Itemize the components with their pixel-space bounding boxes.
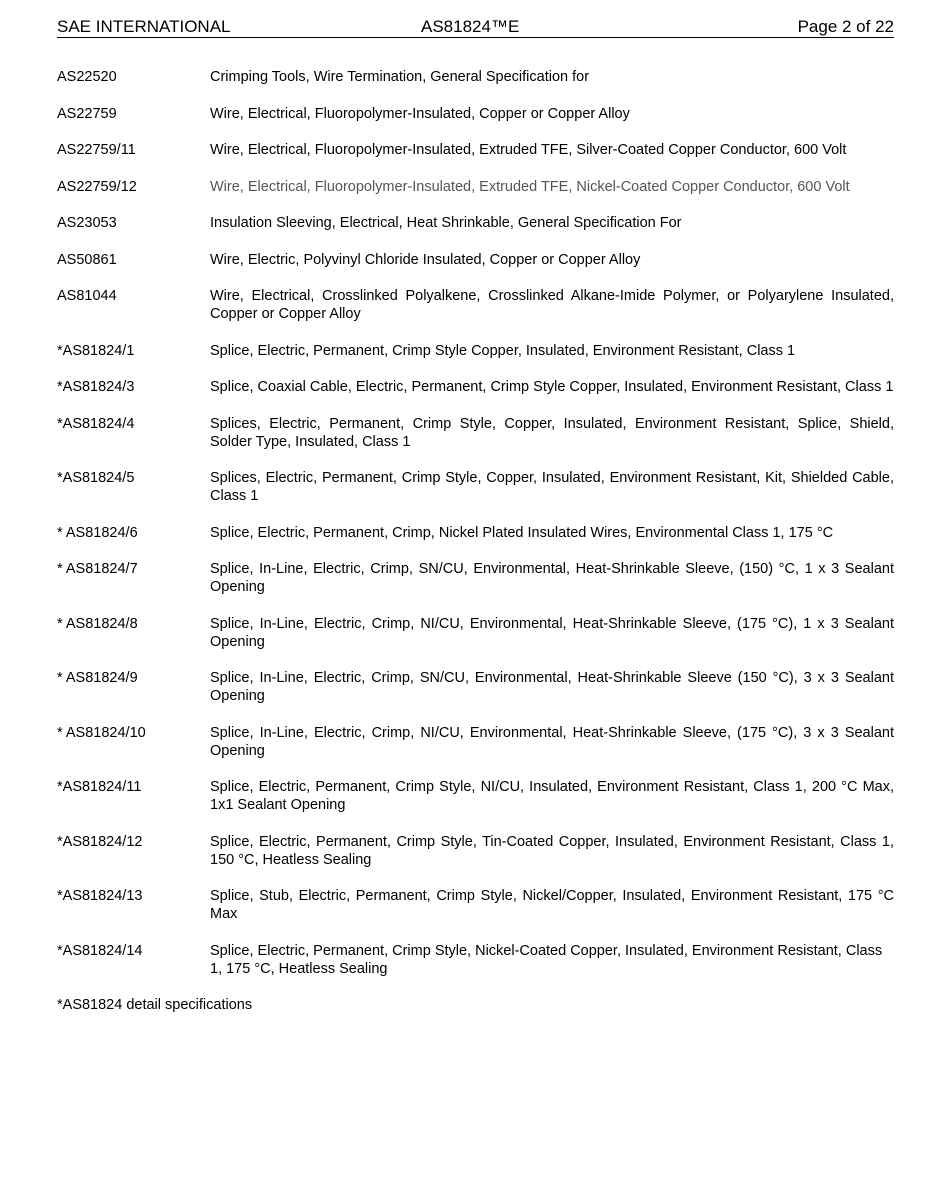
reference-description: Wire, Electrical, Fluoropolymer-Insulated, Extruded TFE, Nickel-Coated Copper Conductor, 600 Volt — [210, 178, 850, 195]
reference-description: Splice, Electric, Permanent, Crimp Style, Nickel-Coated Copper, Insulated, Environment Resistant, Class 1, 175 °C, Heatless Sealing — [210, 942, 883, 977]
reference-item — [57, 251, 894, 269]
reference-item — [57, 778, 894, 814]
reference-id: *AS81824/11 — [57, 779, 142, 795]
reference-id: AS22759/12 — [57, 178, 137, 195]
reference-description: Splice, Stub, Electric, Permanent, Crimp Style, Nickel/Copper, Insulated, Environment Resistant, 175 °C Max — [210, 888, 894, 922]
reference-id: *AS81824/13 — [57, 888, 143, 904]
reference-item — [57, 833, 894, 869]
reference-description: Splice, Electric, Permanent, Crimp, Nickel Plated Insulated Wires, Environmental Class 1, 175 °C — [210, 524, 834, 541]
reference-description: Splice, In-Line, Electric, Crimp, SN/CU, Environmental, Heat-Shrinkable Sleeve (150 °C), 3 x 3 Sealant Opening — [210, 670, 894, 704]
reference-id: * AS81824/6 — [57, 524, 138, 541]
reference-id: *AS81824/5 — [57, 470, 135, 486]
reference-id: *AS81824/12 — [57, 833, 143, 850]
reference-description: Splice, Electric, Permanent, Crimp Style, Tin-Coated Copper, Insulated, Environment Resistant, Class 1, 150 °C, Heatless Sealing — [210, 833, 894, 868]
reference-description: Splices, Electric, Permanent, Crimp Style, Copper, Insulated, Environment Resistant, Kit, Shielded Cable, Class 1 — [210, 470, 894, 504]
reference-item — [57, 887, 894, 923]
reference-id: * AS81824/7 — [57, 561, 138, 577]
header-page-number: Page 2 of 22 — [797, 17, 894, 36]
reference-item — [57, 560, 894, 596]
reference-id: * AS81824/9 — [57, 670, 138, 686]
reference-description: Splice, In-Line, Electric, Crimp, NI/CU, Environmental, Heat-Shrinkable Sleeve, (175 °C), 3 x 3 Sealant Opening — [210, 724, 894, 759]
reference-id: * AS81824/10 — [57, 724, 146, 741]
reference-item — [57, 214, 894, 232]
header-doc-id: AS81824™E — [421, 17, 520, 36]
reference-item — [57, 378, 894, 396]
reference-item — [57, 415, 894, 451]
reference-description: Splice, Electric, Permanent, Crimp Style, NI/CU, Insulated, Environment Resistant, Class 1, 200 °C Max, 1x1 Sealant Opening — [210, 779, 894, 813]
reference-item — [57, 942, 894, 978]
reference-id: AS81044 — [57, 288, 117, 304]
reference-id: *AS81824/3 — [57, 379, 135, 395]
reference-description: Splice, Electric, Permanent, Crimp Style Copper, Insulated, Environment Resistant, Class 1 — [210, 342, 796, 359]
reference-id: AS22759 — [57, 105, 117, 122]
reference-id: * AS81824/8 — [57, 615, 138, 632]
reference-description: Splice, In-Line, Electric, Crimp, NI/CU, Environmental, Heat-Shrinkable Sleeve, (175 °C), 1 x 3 Sealant Opening — [210, 615, 894, 650]
reference-item — [57, 469, 894, 505]
reference-item — [57, 724, 894, 760]
reference-description: Wire, Electrical, Crosslinked Polyalkene, Crosslinked Alkane-Imide Polymer, or Polyarylene Insulated, Copper or Copper Alloy — [210, 288, 894, 322]
reference-item — [57, 141, 894, 159]
reference-description: Wire, Electric, Polyvinyl Chloride Insulated, Copper or Copper Alloy — [210, 251, 641, 268]
reference-description: Splices, Electric, Permanent, Crimp Style, Copper, Insulated, Environment Resistant, Splice, Shield, Solder Type, Insulated, Class 1 — [210, 415, 894, 450]
reference-description: Insulation Sleeving, Electrical, Heat Shrinkable, General Specification For — [210, 215, 682, 231]
reference-id: AS22759/11 — [57, 142, 136, 158]
reference-id: AS23053 — [57, 215, 117, 231]
reference-id: *AS81824/4 — [57, 415, 135, 432]
reference-description: Crimping Tools, Wire Termination, General Specification for — [210, 69, 590, 85]
page-header — [57, 16, 894, 38]
reference-item — [57, 287, 894, 323]
reference-description: Splice, Coaxial Cable, Electric, Permanent, Crimp Style Copper, Insulated, Environment Resistant, Class 1 — [210, 379, 894, 395]
reference-item — [57, 178, 894, 196]
reference-item — [57, 615, 894, 651]
reference-item — [57, 342, 894, 360]
reference-id: AS50861 — [57, 251, 117, 268]
reference-description: Wire, Electrical, Fluoropolymer-Insulated, Copper or Copper Alloy — [210, 105, 630, 122]
reference-item — [57, 524, 894, 542]
reference-description: Wire, Electrical, Fluoropolymer-Insulated, Extruded TFE, Silver-Coated Copper Conductor, 600 Volt — [210, 142, 847, 158]
reference-list — [57, 68, 894, 1014]
reference-id: AS22520 — [57, 69, 117, 85]
header-org: SAE INTERNATIONAL — [57, 17, 231, 36]
reference-id: *AS81824/1 — [57, 342, 135, 359]
reference-id: *AS81824/14 — [57, 942, 143, 959]
reference-item — [57, 669, 894, 705]
footnote: *AS81824 detail specifications — [57, 997, 253, 1013]
reference-item — [57, 68, 894, 86]
reference-item — [57, 105, 894, 123]
reference-description: Splice, In-Line, Electric, Crimp, SN/CU, Environmental, Heat-Shrinkable Sleeve, (150) °C, 1 x 3 Sealant Opening — [210, 561, 894, 595]
